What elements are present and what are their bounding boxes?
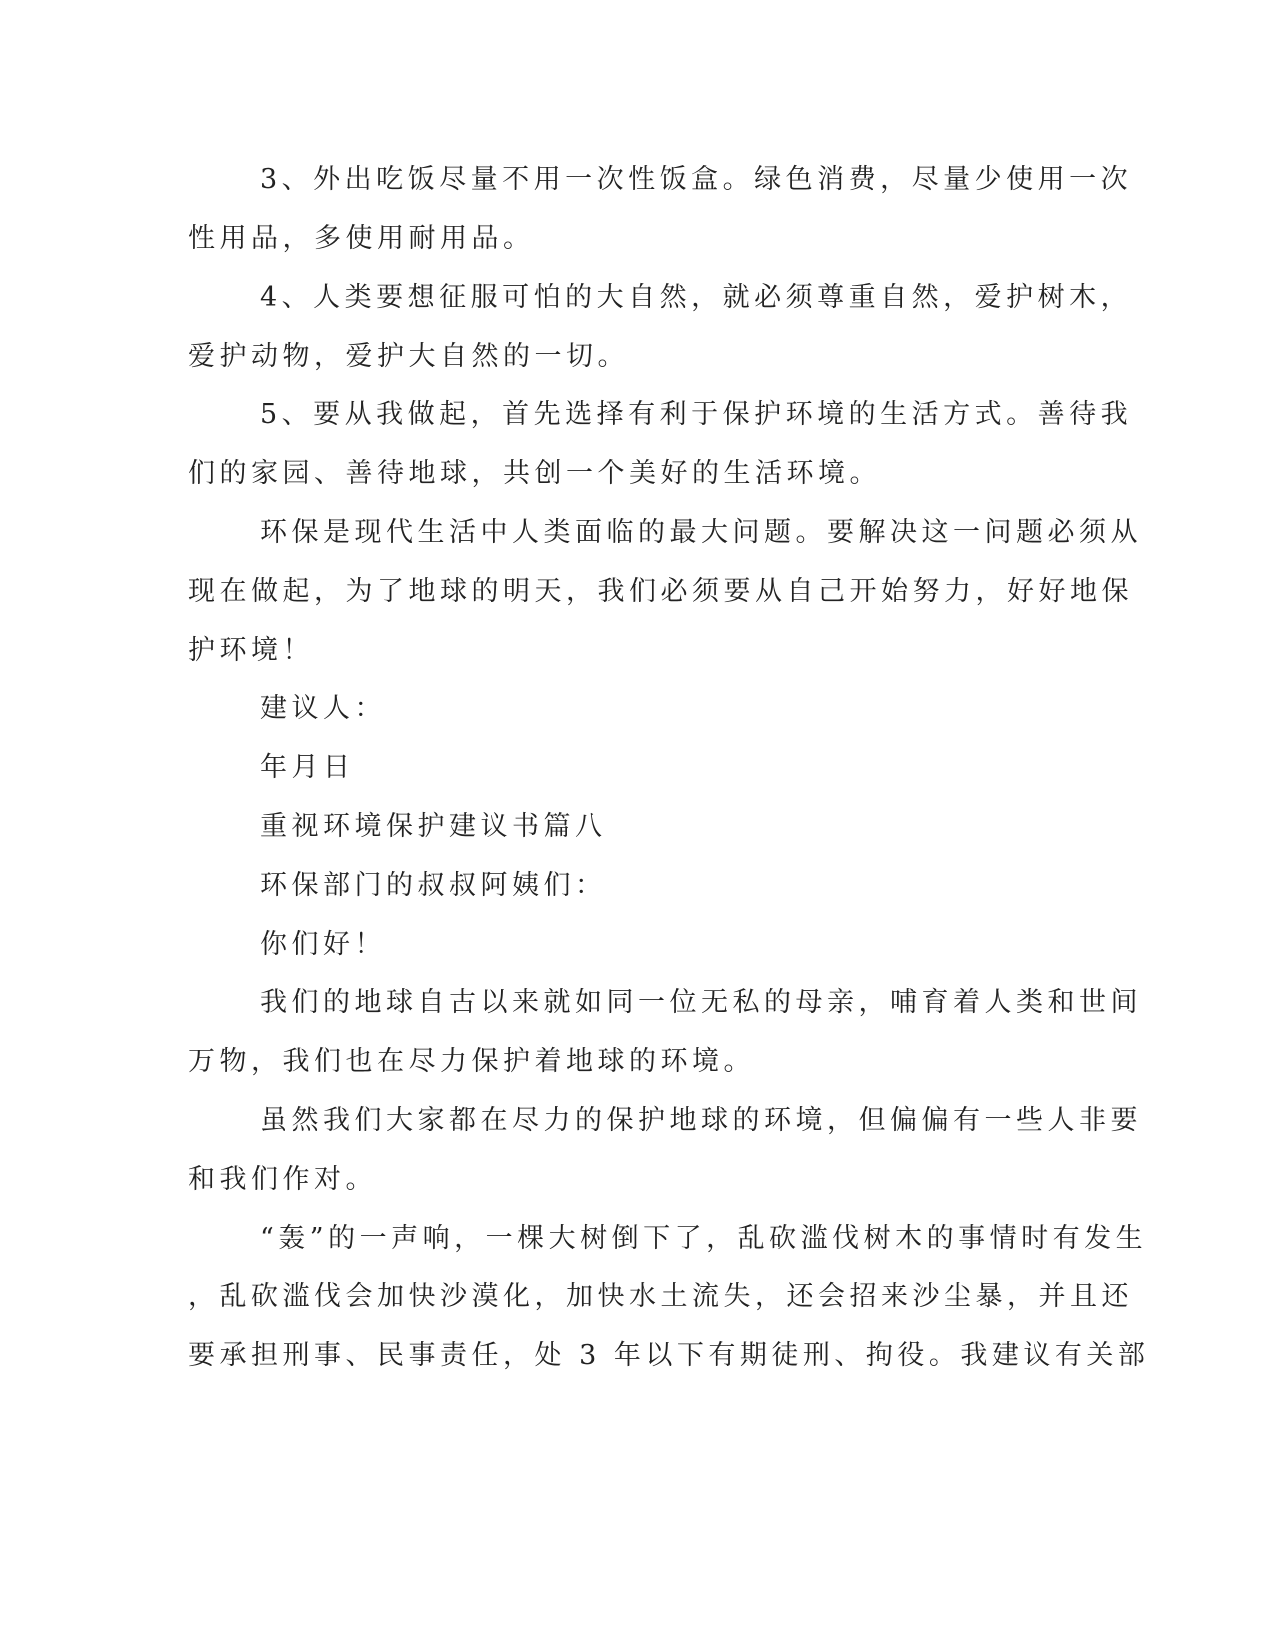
paragraph-4-line-1: 4、人类要想征服可怕的大自然，就必须尊重自然，爱护树木， xyxy=(260,282,1133,313)
paragraph-3-line-1: 3、外出吃饭尽量不用一次性饭盒。绿色消费，尽量少使用一次 xyxy=(260,164,1133,195)
body-paragraph-3-line-2: ，乱砍滥伐会加快沙漠化，加快水土流失，还会招来沙尘暴，并且还 xyxy=(188,1281,1133,1312)
body-paragraph-3-line-3: 要承担刑事、民事责任，处 3 年以下有期徒刑、拘役。我建议有关部 xyxy=(188,1340,1150,1371)
body-paragraph-1-line-2: 万物，我们也在尽力保护着地球的环境。 xyxy=(188,1046,755,1077)
body-paragraph-1-line-1: 我们的地球自古以来就如同一位无私的母亲，哺育着人类和世间 xyxy=(260,987,1142,1018)
paragraph-4-line-2: 爱护动物，爱护大自然的一切。 xyxy=(188,341,629,372)
summary-line-1: 环保是现代生活中人类面临的最大问题。要解决这一问题必须从 xyxy=(260,517,1142,548)
summary-line-3: 护环境！ xyxy=(188,635,314,666)
paragraph-5-line-2: 们的家园、善待地球，共创一个美好的生活环境。 xyxy=(188,458,881,489)
body-paragraph-2-line-1: 虽然我们大家都在尽力的保护地球的环境，但偏偏有一些人非要 xyxy=(260,1105,1142,1136)
summary-line-2: 现在做起，为了地球的明天，我们必须要从自己开始努力，好好地保 xyxy=(188,576,1133,607)
paragraph-3-line-2: 性用品，多使用耐用品。 xyxy=(188,223,535,254)
section-heading: 重视环境保护建议书篇八 xyxy=(260,811,607,842)
body-paragraph-2-line-2: 和我们作对。 xyxy=(188,1164,377,1195)
proposer-label: 建议人： xyxy=(260,693,386,724)
body-paragraph-3-line-1: “轰”的一声响，一棵大树倒下了，乱砍滥伐树木的事情时有发生 xyxy=(260,1223,1148,1254)
greeting: 你们好！ xyxy=(260,929,386,960)
date-label: 年月日 xyxy=(260,752,355,783)
salutation: 环保部门的叔叔阿姨们： xyxy=(260,870,607,901)
paragraph-5-line-1: 5、要从我做起，首先选择有利于保护环境的生活方式。善待我 xyxy=(260,399,1133,430)
